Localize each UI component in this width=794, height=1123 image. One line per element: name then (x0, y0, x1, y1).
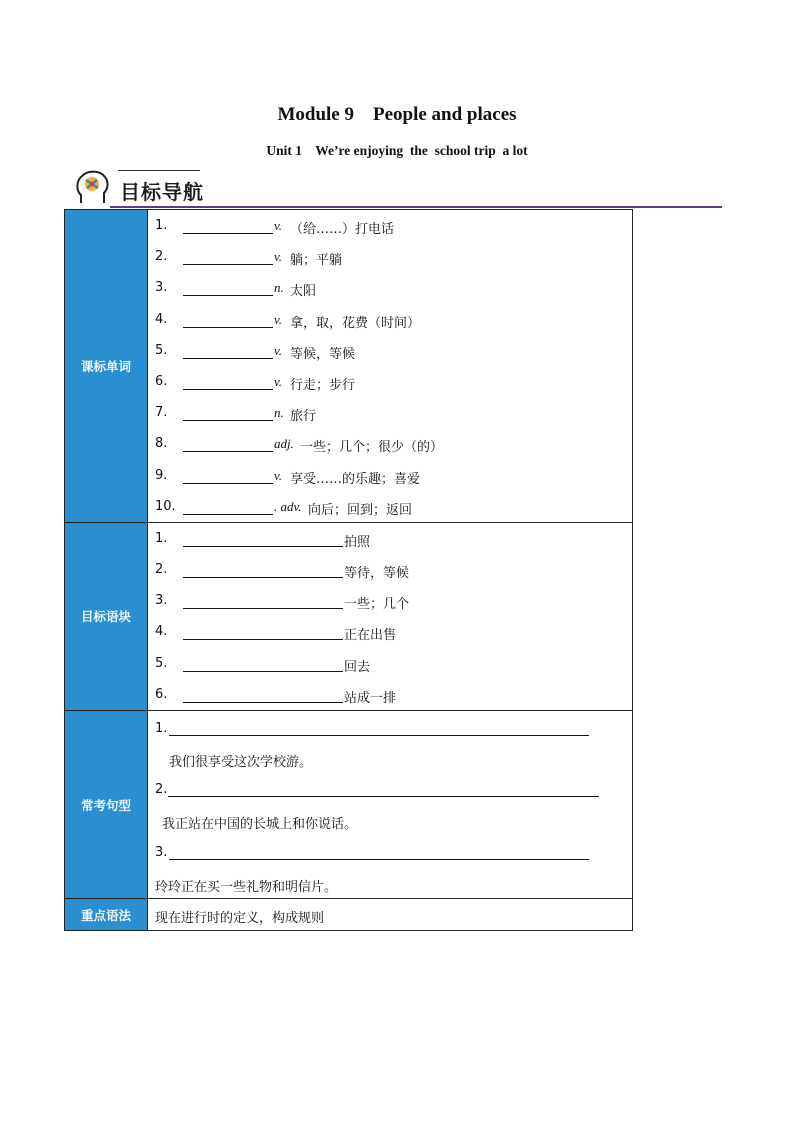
vocab-pos: v. (274, 467, 283, 483)
vocab-row (148, 460, 632, 491)
vocab-num: 7. (155, 405, 168, 421)
sentence-blank[interactable] (169, 735, 589, 736)
vocab-blank[interactable] (183, 264, 273, 265)
vocab-num: 5. (155, 342, 168, 358)
vocab-row (148, 366, 632, 397)
chunks-cell (148, 522, 633, 710)
vocab-row (148, 304, 632, 335)
sentence-blank[interactable] (169, 859, 589, 860)
vocab-num: 10. (155, 498, 176, 514)
page-title: Module 9 People and places (277, 104, 517, 125)
vocab-blank[interactable] (183, 420, 273, 421)
vocab-pos: v. (274, 342, 283, 358)
chunk-meaning: 拍照 (344, 534, 371, 550)
grammar-text: 现在进行时的定义，构成规则 (155, 911, 325, 926)
vocab-meaning: 旅行 (290, 409, 317, 425)
chunk-row (148, 523, 632, 554)
vocab-row (148, 335, 632, 366)
chunk-row (148, 585, 632, 616)
sentences-cell (148, 711, 633, 899)
chunk-num: 3. (155, 593, 168, 609)
vocab-meaning: 享受……的乐趣；喜爱 (290, 471, 421, 487)
chunk-row (148, 679, 632, 710)
chunk-num: 6. (155, 686, 168, 702)
vocab-blank[interactable] (183, 514, 273, 515)
chunk-blank[interactable] (183, 577, 343, 578)
category-vocabulary: 课标单词 (65, 210, 148, 523)
vocab-num: 3. (155, 280, 168, 296)
vocab-meaning: 拿，取，花费（时间） (290, 315, 421, 331)
vocab-pos: . adv. (274, 498, 302, 514)
vocab-row (148, 397, 632, 428)
vocab-num: 8. (155, 436, 168, 452)
chunk-num: 4. (155, 624, 168, 640)
sentence-num: 1. (155, 721, 168, 736)
section-label: 目标导航 (120, 180, 204, 204)
vocab-row (148, 491, 632, 522)
category-grammar: 重点语法 (65, 899, 148, 931)
vocabulary-cell (148, 210, 633, 523)
vocab-blank[interactable] (183, 451, 273, 452)
vocab-pos: v. (274, 311, 283, 327)
vocab-meaning: 向后；回到；返回 (308, 502, 413, 518)
page-subtitle: Unit 1 We’re enjoying the school trip a lot (266, 143, 528, 158)
chunk-row (148, 616, 632, 647)
category-chunks: 目标语块 (65, 522, 148, 710)
vocab-pos: v. (274, 249, 283, 265)
sentence-translation: 我们很享受这次学校游。 (169, 755, 313, 770)
vocab-meaning: 等候，等候 (290, 346, 356, 362)
chunk-num: 5. (155, 655, 168, 671)
header-decor-line (118, 170, 200, 171)
sentences-block (148, 711, 632, 898)
vocab-blank[interactable] (183, 483, 273, 484)
vocab-pos: v. (274, 373, 283, 389)
vocab-meaning: 行走；步行 (290, 377, 356, 393)
vocab-pos: n. (274, 280, 284, 296)
vocab-num: 9. (155, 467, 168, 483)
head-brain-icon (73, 167, 113, 207)
chunk-row (148, 648, 632, 679)
vocab-num: 1. (155, 218, 168, 233)
sentence-translation: 我正站在中国的长城上和你说话。 (162, 817, 358, 832)
sentence-num: 3. (155, 845, 168, 860)
sentence-blank[interactable] (168, 796, 599, 797)
vocab-row (148, 210, 632, 241)
vocab-row (148, 272, 632, 303)
vocab-meaning: （给……）打电话 (290, 222, 395, 237)
chunk-blank[interactable] (183, 608, 343, 609)
vocab-blank[interactable] (183, 327, 273, 328)
chunk-num: 2. (155, 562, 168, 578)
chunk-meaning: 站成一排 (344, 690, 397, 706)
vocab-blank[interactable] (183, 233, 273, 234)
vocab-meaning: 躺；平躺 (290, 253, 343, 269)
chunk-meaning: 等待，等候 (344, 566, 410, 582)
vocab-row (148, 241, 632, 272)
vocab-pos: adj. (274, 436, 294, 452)
chunk-blank[interactable] (183, 671, 343, 672)
vocab-row (148, 428, 632, 459)
chunk-blank[interactable] (183, 546, 343, 547)
header-rule (110, 206, 722, 208)
grammar-cell (148, 899, 633, 931)
chunk-meaning: 一些；几个 (344, 597, 410, 613)
vocab-meaning: 太阳 (290, 284, 317, 300)
chunk-meaning: 回去 (344, 659, 371, 675)
vocab-meaning: 一些；几个；很少（的） (300, 440, 444, 456)
chunk-meaning: 正在出售 (344, 628, 397, 644)
vocab-num: 6. (155, 373, 168, 389)
category-sentences: 常考句型 (65, 711, 148, 899)
chunk-num: 1. (155, 530, 168, 546)
vocab-blank[interactable] (183, 389, 273, 390)
vocab-pos: n. (274, 405, 284, 421)
chunk-blank[interactable] (183, 702, 343, 703)
vocab-blank[interactable] (183, 295, 273, 296)
vocab-num: 2. (155, 249, 168, 265)
vocab-num: 4. (155, 311, 168, 327)
grammar-row (148, 899, 632, 930)
guide-table (64, 209, 633, 931)
vocab-pos: v. (274, 218, 283, 233)
vocab-blank[interactable] (183, 358, 273, 359)
sentence-num: 2. (155, 782, 168, 797)
chunk-blank[interactable] (183, 639, 343, 640)
chunk-row (148, 554, 632, 585)
sentence-translation: 玲玲正在买一些礼物和明信片。 (155, 880, 338, 895)
